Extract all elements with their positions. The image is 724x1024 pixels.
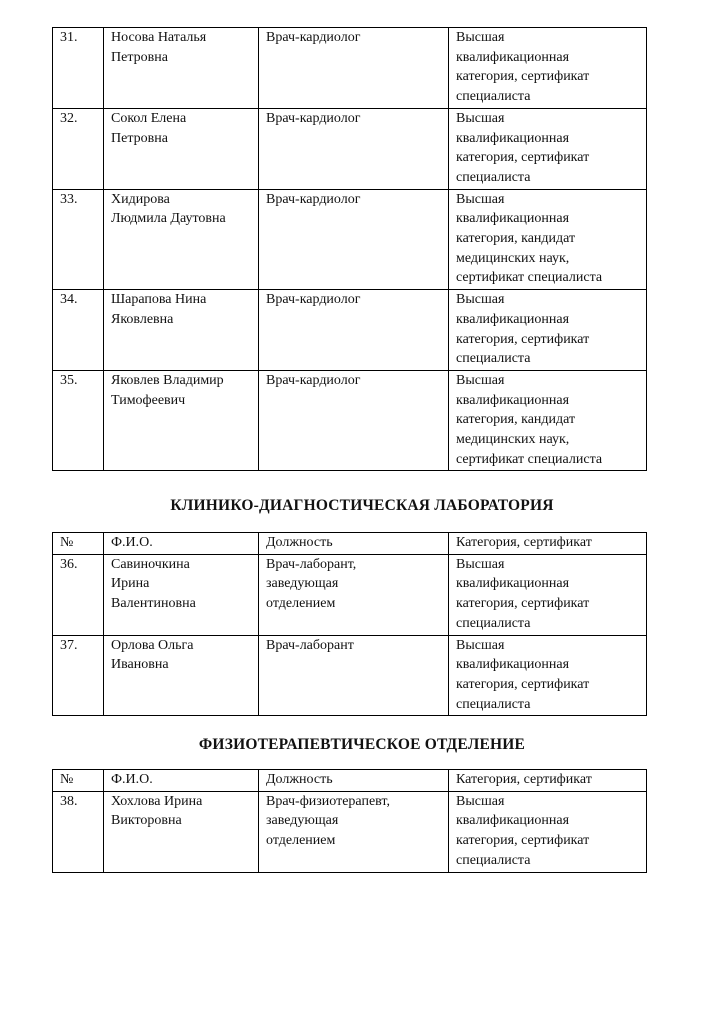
staff-category-cell (449, 635, 647, 716)
header-position: Должность (259, 533, 449, 555)
staff-position-line: Врач-кардиолог (266, 191, 361, 207)
staff-name-cell (104, 28, 259, 109)
staff-name-line: Хидирова (111, 191, 170, 207)
staff-position-line: заведующая (266, 576, 339, 592)
row-number: 35. (53, 370, 104, 471)
staff-name-cell (104, 290, 259, 371)
staff-category-line: Высшая (456, 793, 505, 809)
staff-name-line: Яковлев Владимир (111, 372, 224, 388)
staff-position-cell (259, 554, 449, 635)
staff-category-line: специалиста (456, 696, 531, 712)
staff-category-line: категория, кандидат (456, 412, 576, 428)
header-position: Должность (259, 770, 449, 792)
staff-name-line: Викторовна (111, 813, 182, 829)
staff-position-line: Врач-лаборант (266, 637, 354, 653)
table-header-row (53, 533, 647, 555)
staff-category-line: Высшая (456, 637, 505, 653)
cardiology-staff-table-continued (52, 27, 647, 471)
staff-name-line: Шарапова Нина (111, 292, 207, 308)
staff-row (53, 108, 647, 189)
physiotherapy-section-heading: ФИЗИОТЕРАПЕВТИЧЕСКОЕ ОТДЕЛЕНИЕ (198, 736, 526, 753)
staff-position-line: Врач-кардиолог (266, 30, 361, 45)
staff-category-line: специалиста (456, 615, 531, 631)
staff-name-line: Орлова Ольга (111, 637, 194, 653)
staff-category-line: квалификационная (456, 392, 570, 408)
staff-position-line: отделением (266, 596, 336, 612)
header-name: Ф.И.О. (104, 770, 259, 792)
staff-category-cell (449, 791, 647, 872)
staff-category-line: квалификационная (456, 813, 570, 829)
table-header-row (53, 770, 647, 792)
physiotherapy-staff-table (52, 769, 647, 873)
row-number: 33. (53, 189, 104, 290)
row-number: 31. (53, 28, 104, 109)
staff-position-line: Врач-кардиолог (266, 372, 361, 388)
staff-position-cell (259, 635, 449, 716)
staff-category-line: категория, сертификат (456, 676, 590, 692)
staff-category-line: категория, сертификат (456, 150, 590, 166)
row-number: 37. (53, 635, 104, 716)
header-category: Категория, сертификат (449, 770, 647, 792)
staff-category-line: специалиста (456, 169, 531, 185)
staff-category-line: категория, кандидат (456, 231, 576, 247)
staff-category-line: Высшая (456, 30, 505, 45)
staff-name-cell (104, 370, 259, 471)
staff-position-cell (259, 791, 449, 872)
staff-name-line: Хохлова Ирина (111, 793, 203, 809)
staff-position-cell (259, 28, 449, 109)
staff-category-line: Высшая (456, 372, 505, 388)
staff-category-line: квалификационная (456, 311, 570, 327)
staff-name-line: Петровна (111, 49, 168, 65)
staff-category-line: категория, сертификат (456, 833, 590, 849)
table-body (53, 791, 647, 872)
staff-row (53, 28, 647, 109)
header-num: № (53, 770, 104, 792)
staff-position-line: Врач-лаборант, (266, 556, 357, 572)
staff-category-cell (449, 290, 647, 371)
row-number: 32. (53, 108, 104, 189)
staff-category-line: медицинских наук, (456, 250, 570, 266)
staff-name-cell (104, 108, 259, 189)
staff-row (53, 635, 647, 716)
staff-row (53, 370, 647, 471)
staff-category-line: сертификат специалиста (456, 451, 603, 467)
staff-name-line: Ивановна (111, 657, 169, 673)
laboratory-section-heading: КЛИНИКО-ДИАГНОСТИЧЕСКАЯ ЛАБОРАТОРИЯ (170, 497, 554, 514)
staff-category-line: Высшая (456, 556, 505, 572)
staff-position-cell (259, 108, 449, 189)
staff-position-line: отделением (266, 833, 336, 849)
header-name: Ф.И.О. (104, 533, 259, 555)
row-number: 38. (53, 791, 104, 872)
staff-category-line: медицинских наук, (456, 432, 570, 448)
staff-name-line: Яковлевна (111, 311, 174, 327)
staff-category-cell (449, 554, 647, 635)
table-body (53, 554, 647, 716)
staff-position-cell (259, 189, 449, 290)
staff-name-line: Ирина (111, 576, 150, 592)
table-body (53, 28, 647, 471)
staff-position-line: Врач-физиотерапевт, (266, 793, 390, 809)
staff-name-line: Савиночкина (111, 556, 190, 572)
row-number: 36. (53, 554, 104, 635)
staff-name-cell (104, 791, 259, 872)
staff-category-cell (449, 189, 647, 290)
staff-category-line: квалификационная (456, 49, 570, 65)
staff-row (53, 290, 647, 371)
staff-category-line: квалификационная (456, 130, 570, 146)
staff-category-cell (449, 108, 647, 189)
staff-name-cell (104, 554, 259, 635)
staff-category-cell (449, 370, 647, 471)
staff-category-line: специалиста (456, 351, 531, 367)
staff-name-line: Носова Наталья (111, 30, 207, 45)
staff-position-cell (259, 290, 449, 371)
staff-category-line: категория, сертификат (456, 596, 590, 612)
staff-name-line: Тимофеевич (111, 392, 186, 408)
staff-row (53, 791, 647, 872)
staff-name-cell (104, 635, 259, 716)
laboratory-staff-table (52, 532, 647, 716)
staff-category-line: квалификационная (456, 576, 570, 592)
row-number: 34. (53, 290, 104, 371)
staff-name-line: Сокол Елена (111, 110, 187, 126)
header-num: № (53, 533, 104, 555)
staff-category-line: Высшая (456, 292, 505, 308)
staff-row (53, 189, 647, 290)
staff-row (53, 554, 647, 635)
staff-category-line: квалификационная (456, 657, 570, 673)
staff-category-line: Высшая (456, 110, 505, 126)
staff-category-line: категория, сертификат (456, 69, 590, 85)
staff-category-line: специалиста (456, 852, 531, 868)
staff-position-line: Врач-кардиолог (266, 110, 361, 126)
staff-position-cell (259, 370, 449, 471)
staff-name-cell (104, 189, 259, 290)
header-category: Категория, сертификат (449, 533, 647, 555)
staff-category-line: категория, сертификат (456, 331, 590, 347)
staff-category-cell (449, 28, 647, 109)
staff-position-line: Врач-кардиолог (266, 292, 361, 308)
staff-category-line: Высшая (456, 191, 505, 207)
staff-name-line: Валентиновна (111, 596, 196, 612)
staff-name-line: Людмила Даутовна (111, 211, 226, 227)
staff-name-line: Петровна (111, 130, 168, 146)
staff-category-line: сертификат специалиста (456, 270, 603, 286)
staff-position-line: заведующая (266, 813, 339, 829)
staff-category-line: специалиста (456, 89, 531, 105)
staff-category-line: квалификационная (456, 211, 570, 227)
